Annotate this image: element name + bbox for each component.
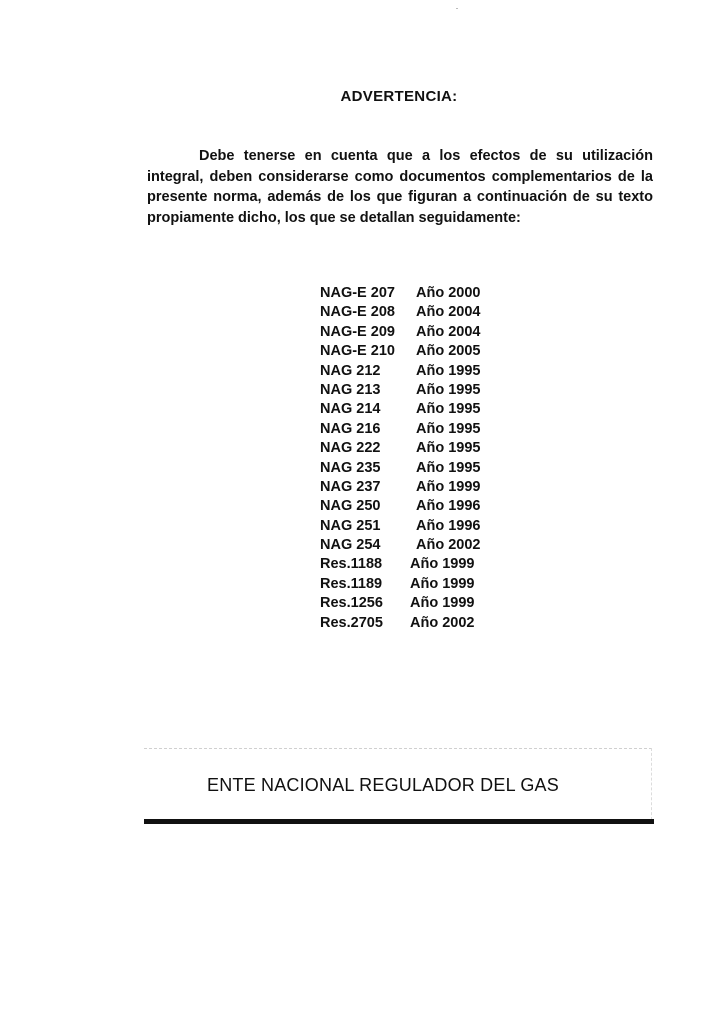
document-row — [320, 439, 480, 458]
document-year: Año 2002 — [410, 614, 475, 631]
document-year: Año 2004 — [416, 323, 481, 340]
document-row — [320, 284, 480, 303]
document-code: NAG 254 — [320, 537, 381, 554]
document-code: NAG 235 — [320, 459, 381, 476]
document-row — [320, 497, 480, 516]
document-year: Año 1995 — [416, 440, 481, 457]
document-row — [320, 478, 480, 497]
document-row — [320, 459, 480, 478]
document-code: NAG-E 207 — [320, 285, 395, 301]
document-row — [320, 555, 480, 574]
document-row — [320, 536, 480, 555]
document-year: Año 1995 — [416, 381, 481, 398]
document-row — [320, 420, 480, 439]
document-year: Año 1995 — [416, 362, 481, 379]
document-row — [320, 323, 480, 342]
document-code: NAG-E 208 — [320, 304, 395, 321]
document-code: NAG 251 — [320, 517, 381, 534]
document-code: NAG 250 — [320, 498, 381, 515]
document-year: Año 1995 — [416, 459, 481, 476]
document-code: NAG 212 — [320, 362, 381, 379]
document-code: NAG 214 — [320, 401, 381, 418]
document-year: Año 1999 — [410, 575, 475, 592]
document-row — [320, 594, 480, 613]
document-year: Año 1996 — [416, 498, 481, 515]
document-code: NAG 222 — [320, 440, 381, 457]
document-code: Res.1188 — [320, 556, 383, 573]
document-code: Res.1189 — [320, 575, 383, 592]
document-year: Año 2002 — [416, 537, 481, 554]
document-year: Año 1999 — [410, 556, 475, 573]
document-row — [320, 303, 480, 322]
footer-organization: ENTE NACIONAL REGULADOR DEL GAS — [207, 775, 559, 795]
warning-heading: ADVERTENCIA: — [340, 88, 458, 105]
complementary-documents-list — [320, 284, 480, 633]
warning-paragraph: Debe tenerse en cuenta que a los efectos de su utilización integral, deben considerarse como documentos complementarios de la presente norma, además de los que figuran a continuación de su texto propiamente dicho, los que se detallan seguidamente: — [147, 148, 653, 226]
document-row — [320, 400, 480, 419]
document-row — [320, 342, 480, 361]
document-row — [320, 517, 480, 536]
document-row — [320, 575, 480, 594]
document-year: Año 1999 — [416, 478, 481, 495]
document-code: Res.2705 — [320, 614, 383, 631]
document-code: NAG-E 209 — [320, 323, 395, 340]
document-code: NAG 216 — [320, 420, 381, 437]
document-year: Año 1995 — [416, 420, 481, 437]
document-row — [320, 362, 480, 381]
document-code: NAG-E 210 — [320, 343, 395, 360]
document-year: Año 1999 — [410, 595, 475, 612]
scan-speck — [456, 8, 458, 9]
document-code: NAG 237 — [320, 478, 381, 495]
document-code: NAG 213 — [320, 381, 381, 398]
document-year: Año 2004 — [416, 304, 481, 321]
footer-rule — [144, 819, 654, 824]
document-year: Año 2000 — [416, 285, 481, 301]
document-code: Res.1256 — [320, 595, 383, 612]
document-row — [320, 381, 480, 400]
document-year: Año 1995 — [416, 401, 481, 418]
document-year: Año 2005 — [416, 343, 481, 360]
document-year: Año 1996 — [416, 517, 481, 534]
document-row — [320, 614, 480, 633]
